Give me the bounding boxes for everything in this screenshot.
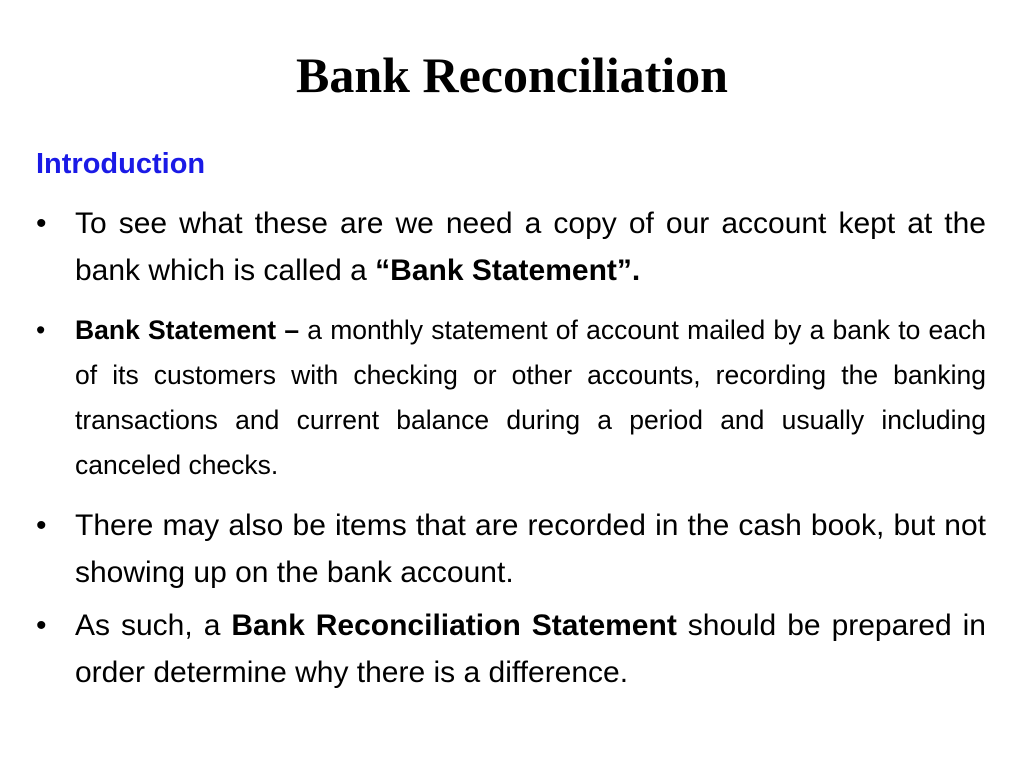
bullet-dot-icon: • (36, 315, 46, 345)
bullet-item (36, 308, 986, 488)
bullet-list (36, 200, 986, 696)
bullet-dot-icon: • (36, 609, 47, 642)
bullet-text: a monthly statement of account mailed by a bank to each of its customers with checking or other accounts, recording the banking transactions and current balance during a period and usually including canceled checks. (75, 315, 986, 480)
bullet-text: There may also be items that are recorded in the cash book, but not showing up on the bank account. (75, 509, 986, 589)
bullet-bold-text: Bank Statement – (75, 315, 300, 345)
section-heading: Introduction (36, 148, 206, 180)
bullet-text: As such, a (75, 609, 232, 642)
bullet-bold-text: Bank Reconciliation Statement (231, 609, 677, 642)
bullet-dot-icon: • (36, 207, 47, 240)
bullet-item (36, 200, 986, 294)
slide-title: Bank Reconciliation (296, 47, 728, 103)
bullet-bold-text: “Bank Statement”. (375, 254, 641, 287)
bullet-item (36, 602, 986, 696)
bullet-dot-icon: • (36, 509, 47, 542)
bullet-text: should be prepared in order determine why there is a difference. (75, 609, 986, 689)
bullet-text: To see what these are we need a copy of our account kept at the bank which is called a (75, 207, 986, 287)
bullet-item (36, 502, 986, 596)
